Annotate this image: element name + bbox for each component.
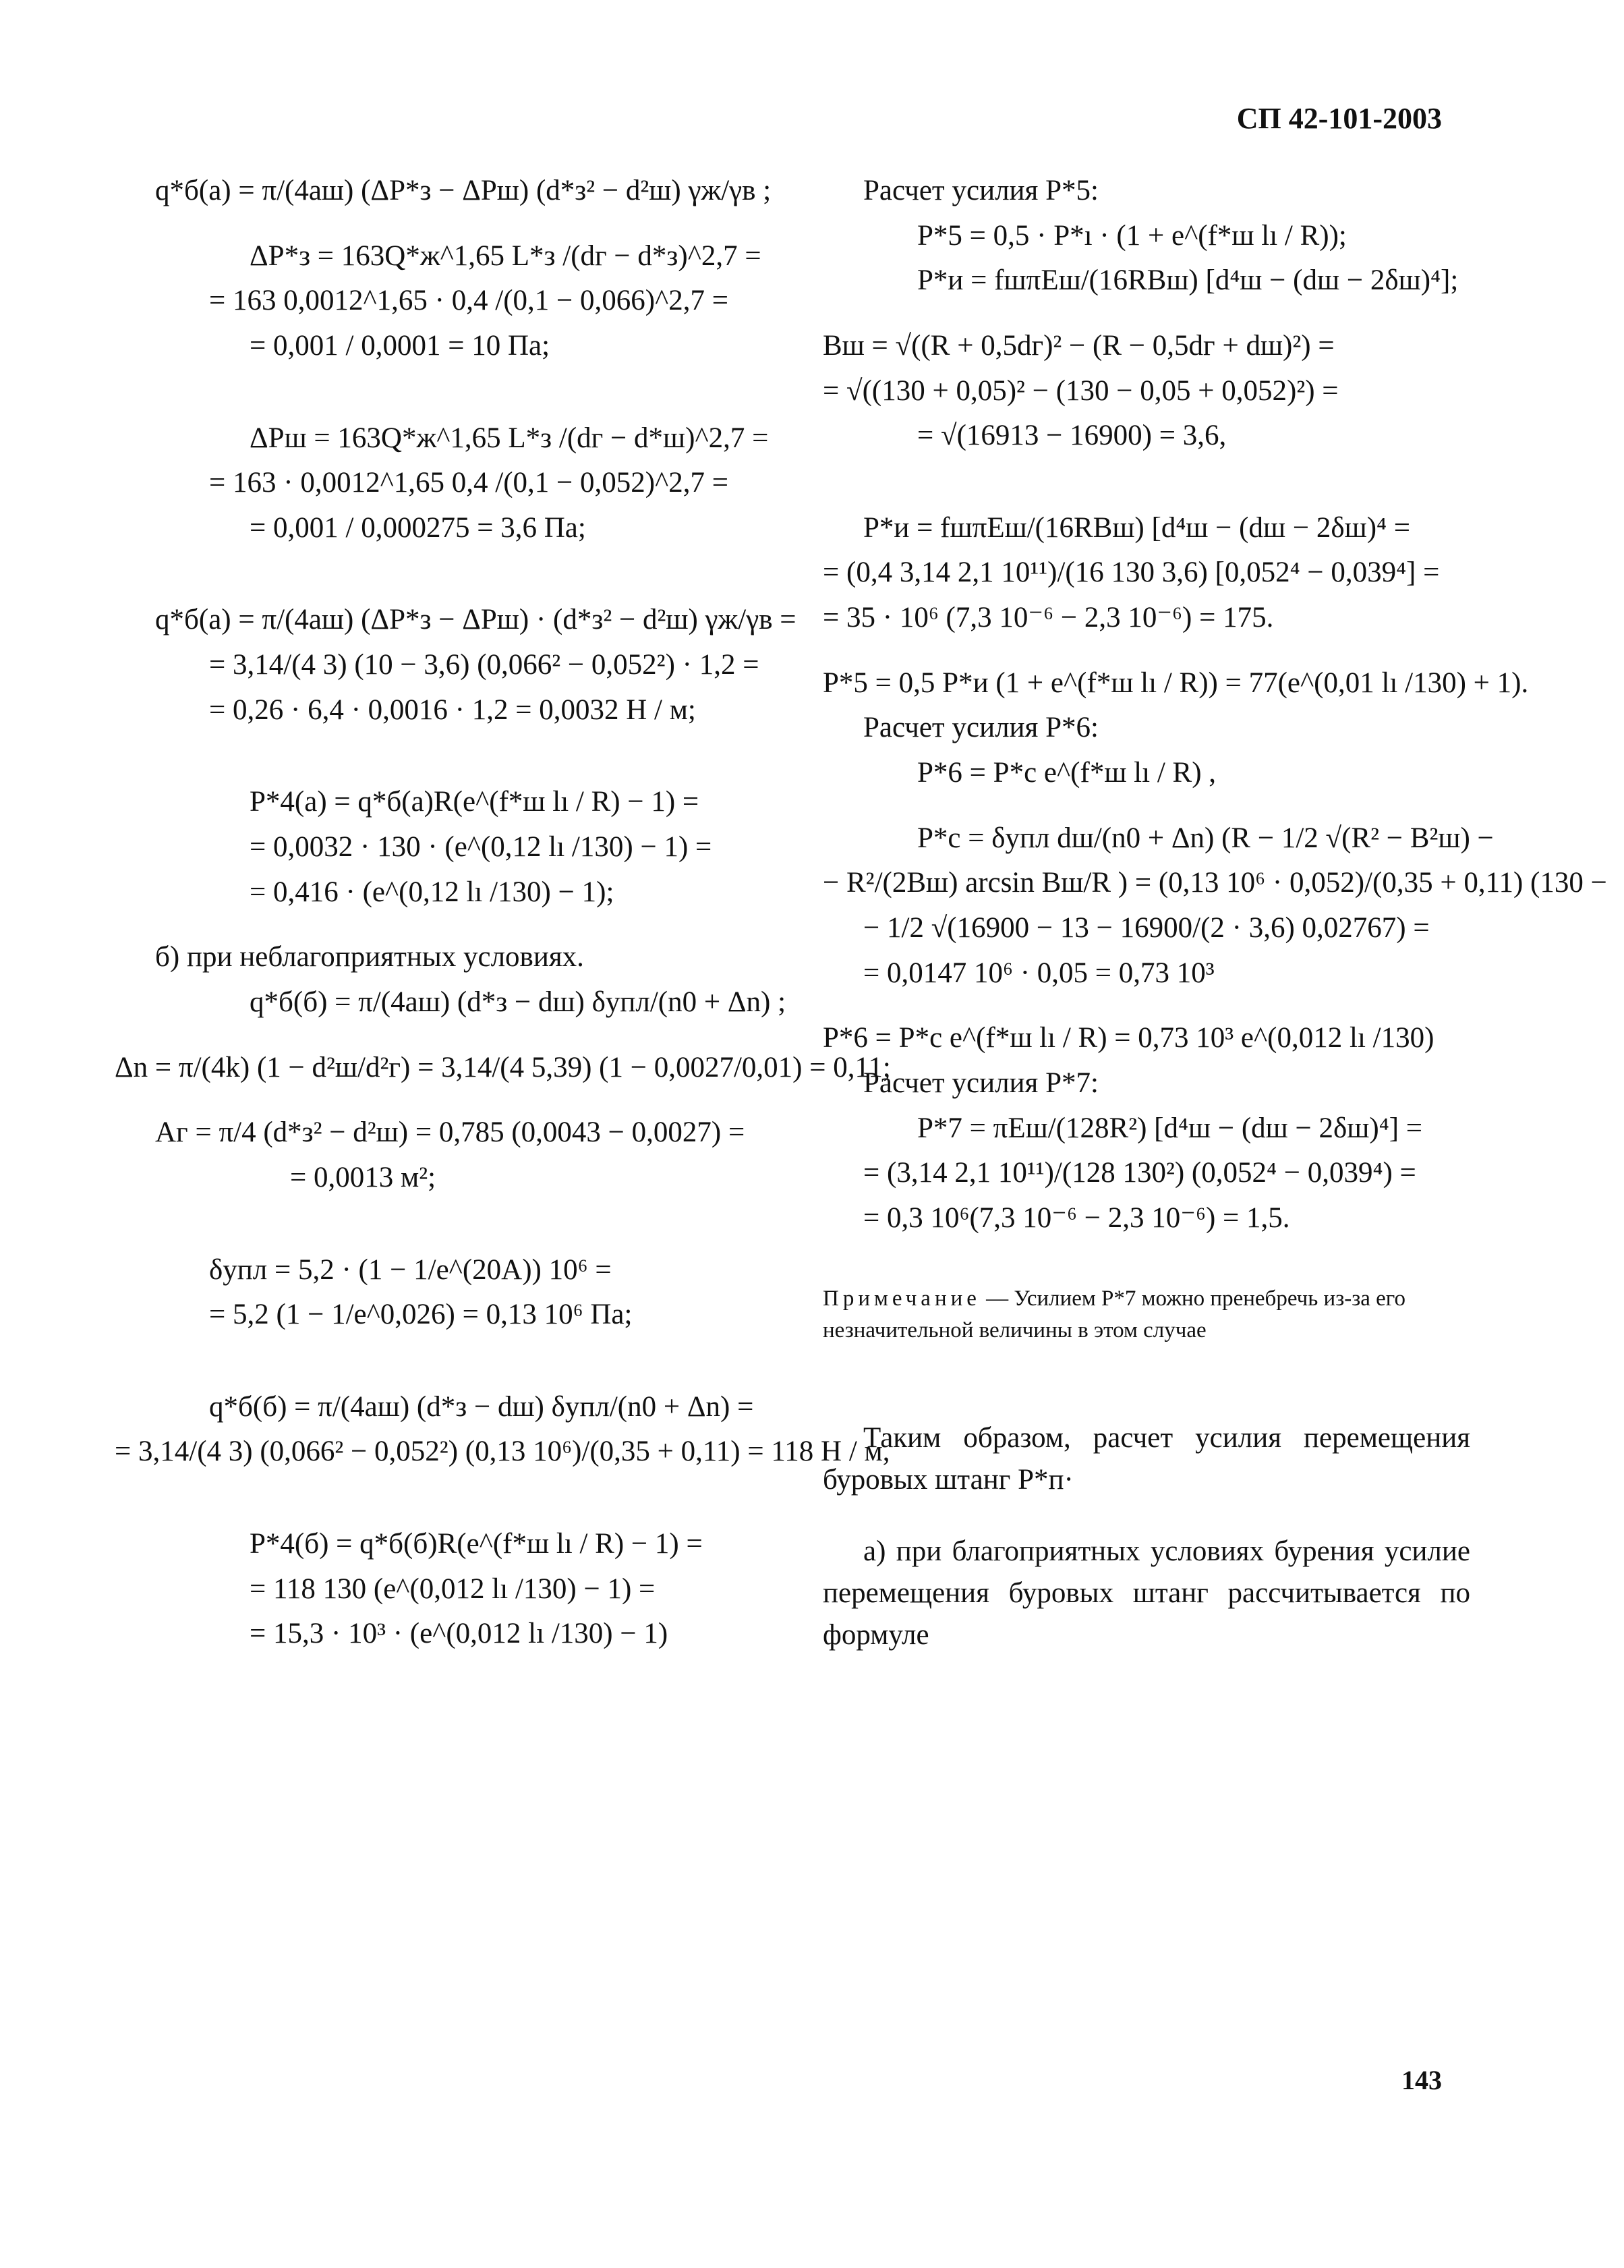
formula-line: = (0,4 3,14 2,1 10¹¹)/(16 130 3,6) [0,052⁴ − 0,039⁴] =: [823, 557, 1440, 589]
formula-line: P*5 = 0,5 · P*ı · (1 + e^(f*ш lı / R));: [917, 219, 1347, 252]
formula-line: P*4(б) = q*б(б)R(e^(f*ш lı / R) − 1) =: [250, 1528, 703, 1560]
formula-line: Aг = π/4 (d*з² − d²ш) = 0,785 (0,0043 − 0,0027) =: [155, 1116, 745, 1149]
formula-line: = √(16913 − 16900) = 3,6,: [917, 420, 1227, 452]
formula-line: = 0,26 · 6,4 · 0,0016 · 1,2 = 0,0032 Н / м;: [209, 693, 696, 726]
section-heading: Расчет усилия P*6:: [863, 712, 1099, 744]
formula-line: = 0,0147 10⁶ · 0,05 = 0,73 10³: [863, 957, 1215, 989]
formula-line: ΔP*з = 163Q*ж^1,65 L*з /(dг − d*з)^2,7 =: [250, 239, 761, 272]
page-number: 143: [1401, 2065, 1442, 2095]
formula-line: − 1/2 √(16900 − 13 − 16900/(2 · 3,6) 0,02767) =: [863, 911, 1430, 944]
formula-line: P*7 = πEш/(128R²) [d⁴ш − (dш − 2δш)⁴] =: [917, 1112, 1423, 1144]
formula-line: = 15,3 · 10³ · (e^(0,012 lı /130) − 1): [250, 1618, 668, 1650]
formula-line: P*и = fшπEш/(16RBш) [d⁴ш − (dш − 2δш)⁴];: [917, 264, 1459, 297]
formula-line: = 0,3 10⁶(7,3 10⁻⁶ − 2,3 10⁻⁶) = 1,5.: [863, 1201, 1290, 1234]
note: [823, 1283, 1470, 1345]
formula-line: = 0,0032 · 130 · (e^(0,12 lı /130) − 1) =: [250, 831, 712, 863]
formula-line: δупл = 5,2 · (1 − 1/e^(20A)) 10⁶ =: [209, 1253, 612, 1286]
formula-line: = 0,001 / 0,000275 = 3,6 Па;: [250, 511, 586, 544]
formula-line: = 163 · 0,0012^1,65 0,4 /(0,1 − 0,052)^2,7 =: [209, 467, 729, 499]
formula-line: P*и = fшπEш/(16RBш) [d⁴ш − (dш − 2δш)⁴ =: [863, 511, 1411, 544]
formula-line: = 5,2 (1 − 1/e^0,026) = 0,13 10⁶ Па;: [209, 1299, 633, 1331]
formula-line: q*б(а) = π/(4aш) (ΔP*з − ΔPш) · (d*з² − d²ш) γж/γв =: [155, 604, 796, 636]
note-label: Примечание: [823, 1286, 981, 1311]
formula-line: = 0,0013 м²;: [290, 1161, 436, 1193]
formula-line: Bш = √((R + 0,5dг)² − (R − 0,5dг + dш)²) =: [823, 329, 1335, 362]
paragraph: а) при благоприятных условиях бурения усилие перемещения буровых штанг рассчитывается по формуле: [823, 1535, 1470, 1651]
formula-line: = 3,14/(4 3) (0,066² − 0,052²) (0,13 10⁶)/(0,35 + 0,11) = 118 Н / м,: [115, 1436, 890, 1468]
formula-line: = √((130 + 0,05)² − (130 − 0,05 + 0,052)²) =: [823, 374, 1339, 407]
note-text: — Усилием P*7 можно пренебречь из-за его незначительной величины в этом случае: [823, 1286, 1406, 1342]
formula-line: = 0,416 · (e^(0,12 lı /130) − 1);: [250, 876, 614, 908]
section-heading: Расчет усилия P*7:: [863, 1067, 1099, 1099]
formula-line: = (3,14 2,1 10¹¹)/(128 130²) (0,052⁴ − 0,039⁴) =: [863, 1157, 1416, 1189]
formula-line: P*4(а) = q*б(а)R(e^(f*ш lı / R) − 1) =: [250, 786, 699, 818]
formula-line: = 0,001 / 0,0001 = 10 Па;: [250, 329, 550, 362]
formula-line: P*6 = P*c e^(f*ш lı / R) = 0,73 10³ e^(0,012 lı /130): [823, 1022, 1434, 1054]
formula-line: P*c = δупл dш/(n0 + Δn) (R − 1/2 √(R² − B²ш) −: [917, 822, 1494, 854]
formula-line: = 118 130 (e^(0,012 lı /130) − 1) =: [250, 1572, 656, 1605]
right-column: [823, 169, 1607, 1686]
formula-line: Δn = π/(4k) (1 − d²ш/d²г) = 3,14/(4 5,39) (1 − 0,0027/0,01) = 0,11;: [115, 1051, 891, 1083]
formula-line: q*б(б) = π/(4aш) (d*з − dш) δупл/(n0 + Δn) =: [209, 1390, 754, 1423]
formula-line: = 3,14/(4 3) (10 − 3,6) (0,066² − 0,052²) · 1,2 =: [209, 649, 759, 681]
left-column: [115, 169, 891, 1657]
formula-line: ΔPш = 163Q*ж^1,65 L*з /(dг − d*ш)^2,7 =: [250, 422, 769, 454]
paragraph: Таким образом, расчет усилия перемещения буровых штанг P*п·: [823, 1421, 1470, 1496]
formula-line: − R²/(2Bш) arcsin Bш/R ) = (0,13 10⁶ · 0,052)/(0,35 + 0,11) (130 −: [823, 867, 1607, 899]
formula-line: = 163 0,0012^1,65 · 0,4 /(0,1 − 0,066)^2,7 =: [209, 285, 729, 317]
section-heading: Расчет усилия P*5:: [863, 175, 1099, 206]
formula-line: P*5 = 0,5 P*и (1 + e^(f*ш lı / R)) = 77(e^(0,01 lı /130) + 1).: [823, 667, 1529, 699]
formula-line: = 35 · 10⁶ (7,3 10⁻⁶ − 2,3 10⁻⁶) = 175.: [823, 602, 1274, 634]
formula-line: P*6 = P*c e^(f*ш lı / R) ,: [917, 757, 1217, 789]
document-header: СП 42-101-2003: [1236, 102, 1442, 135]
formula-line: q*б(а) = π/(4aш) (ΔP*з − ΔPш) (d*з² − d²ш) γж/γв ;: [155, 175, 772, 206]
text-line: б) при неблагоприятных условиях.: [155, 941, 584, 973]
formula-line: q*б(б) = π/(4aш) (d*з − dш) δупл/(n0 + Δn) ;: [250, 986, 786, 1018]
